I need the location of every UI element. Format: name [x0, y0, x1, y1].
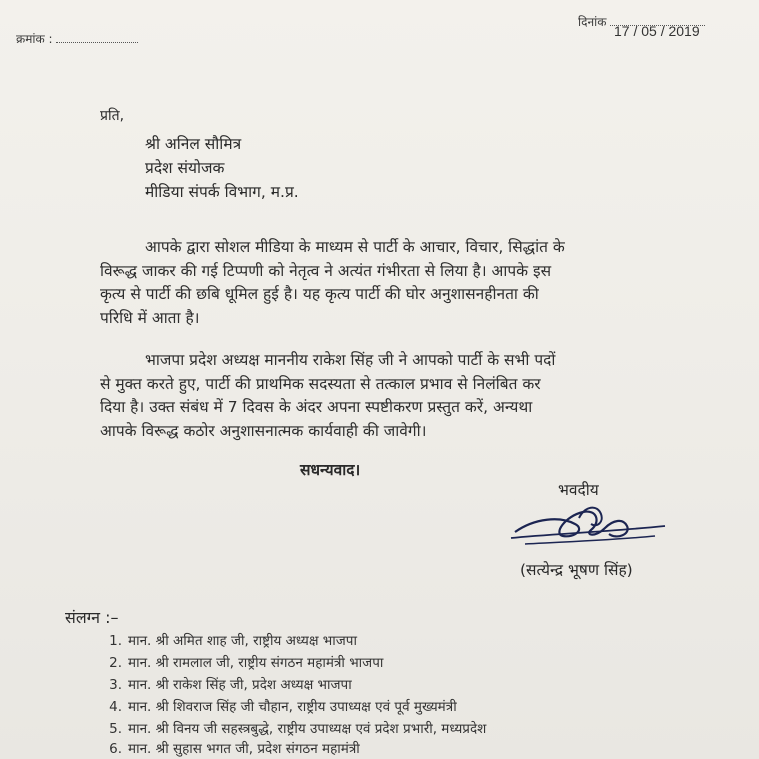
enclosure-list-item — [100, 719, 486, 737]
enclosure-number: 3. — [109, 677, 122, 693]
bhavadiya-label: भवदीय — [558, 481, 599, 499]
enclosure-text: मान. श्री सुहास भगत जी, प्रदेश संगठन महामंत्री — [128, 741, 360, 757]
enclosure-list-item — [100, 697, 457, 715]
recipient-department: मीडिया संपर्क विभाग, म.प्र. — [145, 183, 299, 201]
enclosure-list-item — [100, 653, 383, 671]
handwritten-signature — [505, 498, 675, 556]
enclosure-list-item — [100, 739, 360, 757]
letter-date: 17 / 05 / 2019 — [614, 23, 700, 39]
reference-dotted-line — [56, 42, 138, 43]
enclosure-number: 5. — [109, 721, 122, 737]
enclosure-text: मान. श्री रामलाल जी, राष्ट्रीय संगठन महामंत्री भाजपा — [128, 655, 384, 671]
prati-salutation: प्रति, — [100, 108, 125, 124]
enclosure-text: मान. श्री विनय जी सहस्त्रबुद्धे, राष्ट्रीय उपाध्यक्ष एवं प्रदेश प्रभारी, मध्यप्रदेश — [128, 721, 487, 737]
enclosure-number: 6. — [109, 741, 122, 757]
recipient-designation: प्रदेश संयोजक — [145, 159, 225, 177]
body-paragraph-1 — [100, 236, 565, 330]
reference-number-field — [16, 30, 138, 47]
enclosure-number: 4. — [109, 699, 122, 715]
date-label-text: दिनांक — [578, 15, 607, 29]
body-paragraph-2 — [100, 349, 555, 443]
recipient-name: श्री अनिल सौमित्र — [145, 135, 242, 153]
paragraph-line: भाजपा प्रदेश अध्यक्ष माननीय राकेश सिंह जी ने आपको पार्टी के सभी पदों — [145, 351, 556, 369]
paragraph-line: से मुक्त करते हुए, पार्टी की प्राथमिक सदस्यता से तत्काल प्रभाव से निलंबित कर — [100, 374, 541, 393]
signer-name: (सत्येन्द्र भूषण सिंह) — [520, 561, 633, 579]
paragraph-line: आपके विरूद्ध कठोर अनुशासनात्मक कार्यवाही की जावेगी। — [100, 421, 427, 440]
paragraph-line: दिया है। उक्त संबंध में 7 दिवस के अंदर अपना स्पष्टीकरण प्रस्तुत करें, अन्यथा — [100, 398, 533, 416]
paragraph-line: विरूद्ध जाकर की गई टिप्पणी को नेतृत्व ने अत्यंत गंभीरता से लिया है। आपके इस — [100, 261, 552, 280]
enclosure-text: मान. श्री अमित शाह जी, राष्ट्रीय अध्यक्ष भाजपा — [128, 633, 357, 649]
enclosure-label: संलग्न :– — [65, 608, 119, 627]
enclosure-list-item — [100, 631, 357, 649]
enclosure-number: 2. — [109, 655, 122, 671]
paragraph-line: आपके द्वारा सोशल मीडिया के माध्यम से पार्टी के आचार, विचार, सिद्धांत के — [145, 238, 565, 256]
enclosure-list-item — [100, 675, 352, 693]
enclosure-text: मान. श्री राकेश सिंह जी, प्रदेश अध्यक्ष भाजपा — [128, 677, 352, 693]
enclosure-text: मान. श्री शिवराज सिंह जी चौहान, राष्ट्रीय उपाध्यक्ष एवं पूर्व मुख्यमंत्री — [128, 699, 457, 715]
enclosure-number: 1. — [109, 633, 122, 649]
paragraph-line: कृत्य से पार्टी की छबि धूमिल हुई है। यह कृत्य पार्टी की घोर अनुशासनहीनता की — [100, 285, 539, 303]
closing-thanks: सधन्यवाद। — [300, 461, 361, 479]
paragraph-line: परिधि में आता है। — [100, 308, 200, 327]
reference-label: क्रमांक : — [16, 32, 53, 46]
